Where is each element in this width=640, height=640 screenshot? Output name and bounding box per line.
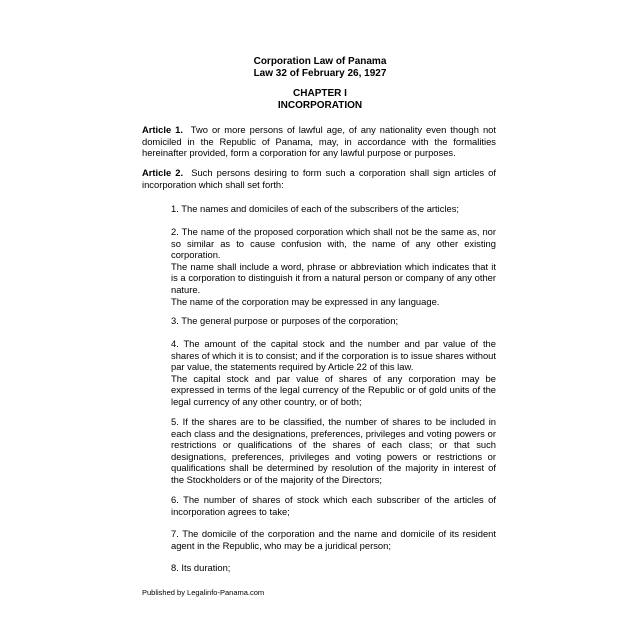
list-item-4 [171,338,496,408]
list-item-text: 1. The names and domiciles of each of the subscribers of the articles; [171,203,459,214]
list-item-1 [171,203,496,215]
title-line-1: Corporation Law of Panama [253,56,387,67]
list-item-text: 7. The domicile of the corporation and the name and domicile of its resident agent in the Republic, who may be a juridical person; [171,528,496,551]
title-line-2: Law 32 of February 26, 1927 [253,67,387,79]
chapter-title: INCORPORATION [277,99,363,111]
list-item-text: The name shall include a word, phrase or abbreviation which indicates that it is a corporation to distinguish it from a natural person or company of any other nature. [171,260,496,295]
article-1-text: Two or more persons of lawful age, of any nationality even though not domiciled in the Republic of Panama, may, in accordance with the formalities hereinafter provided, form a corporation for any lawful purpose or purposes. [142,124,496,159]
list-item-text: 5. If the shares are to be classified, the number of shares to be included in each class and the designations, preferences, privileges and voting powers or restrictions or qualifications of the shares of each class; or that such designations, preferences, privileges and voting powers or restrictions or qualifications shall be determined by resolution of the majority in interest of the Stockholders or of the majority of the Directors; [171,416,496,485]
list-item-text: The capital stock and par value of shares of any corporation may be expressed in terms of the legal currency of the Republic or of gold units of the legal currency of any other country, or of both; [171,372,496,407]
list-item-text: 4. The amount of the capital stock and the number and par value of the shares of which it is to consist; and if the corporation is to issue shares without par value, the statements required by Article 22 of this law. [171,338,496,373]
list-item-3 [171,315,496,327]
list-item-8 [171,562,496,574]
list-item-6 [171,494,496,517]
list-item-5 [171,416,496,486]
list-item-text: 3. The general purpose or purposes of the corporation; [171,315,399,326]
chapter-heading [0,88,640,111]
list-item-2 [171,226,496,307]
chapter-number: CHAPTER I [293,88,347,99]
footer-publisher: Published by Legalinfo-Panama.com [142,588,265,597]
list-item-text: The name of the corporation may be expressed in any language. [171,295,440,307]
list-item-text: 8. Its duration; [171,562,231,573]
list-item-7 [171,528,496,551]
list-item-text: 6. The number of shares of stock which each subscriber of the articles of incorporation agrees to take; [171,494,496,517]
article-2 [142,167,496,190]
article-1 [142,124,496,159]
list-item-text: 2. The name of the proposed corporation which shall not be the same as, nor so similar as to cause confusion with, the name of any other existing corporation. [171,226,496,261]
document-title [0,56,640,79]
article-2-text: Such persons desiring to form such a corporation shall sign articles of incorporation which shall set forth: [142,167,496,190]
article-1-label: Article 1. [142,124,183,135]
article-2-label: Article 2. [142,167,184,178]
